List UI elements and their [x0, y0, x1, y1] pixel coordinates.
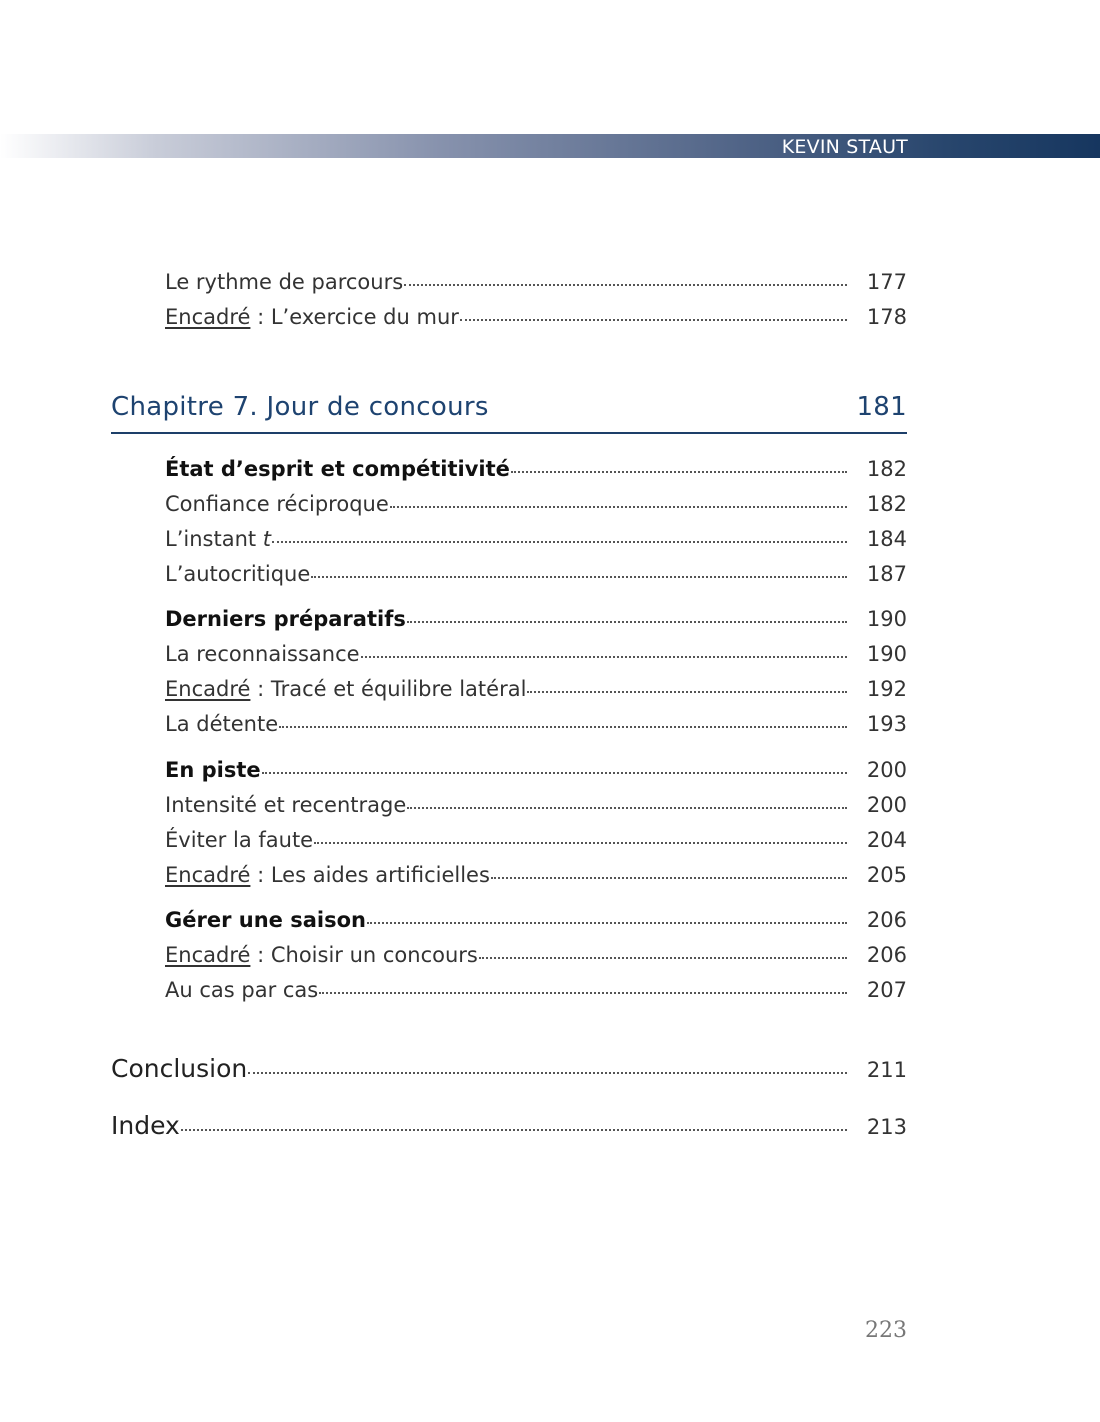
toc-section-page: 200: [866, 758, 907, 782]
toc-entry-title: Index: [111, 1111, 180, 1140]
encadre-label: Encadré: [165, 305, 251, 329]
toc-entry[interactable]: [165, 863, 907, 893]
toc-entry-title: [165, 677, 526, 701]
toc-entry-page: 184: [866, 527, 907, 551]
dot-leader: [262, 772, 847, 774]
dot-leader: [181, 1129, 847, 1131]
dot-leader: [407, 621, 847, 623]
toc-entry-title: [165, 305, 459, 329]
dot-leader: [311, 576, 847, 578]
toc-section-title: Derniers préparatifs: [165, 607, 406, 631]
running-header-author: KEVIN STAUT: [781, 136, 908, 158]
running-header-band: [0, 134, 1100, 158]
toc-entry[interactable]: [165, 943, 907, 973]
toc-entry-text: L’instant: [165, 527, 263, 551]
toc-entry-title: Confiance réciproque: [165, 492, 389, 516]
toc-section-title: État d’esprit et compétitivité: [165, 457, 510, 481]
toc-section[interactable]: [165, 758, 907, 788]
dot-leader: [367, 922, 847, 924]
toc-entry-title: Éviter la faute: [165, 828, 314, 852]
dot-leader: [511, 471, 847, 473]
toc-entry[interactable]: [165, 270, 907, 300]
toc-section[interactable]: [165, 457, 907, 487]
toc-entry-title: [165, 863, 490, 887]
dot-leader: [248, 1072, 847, 1074]
toc-section-page: 182: [866, 457, 907, 481]
toc-entry-title: [165, 527, 271, 551]
toc-entry[interactable]: [165, 562, 907, 592]
toc-entry-page: 190: [866, 642, 907, 666]
dot-leader: [390, 506, 847, 508]
toc-entry-page: 211: [866, 1058, 907, 1082]
toc-entry-title: L’autocritique: [165, 562, 311, 586]
toc-entry[interactable]: [165, 492, 907, 522]
toc-entry[interactable]: [165, 677, 907, 707]
toc-entry-title: [165, 943, 478, 967]
chapter-title: Chapitre 7. Jour de concours: [111, 392, 489, 422]
toc-entry-text: : Choisir un concours: [250, 943, 478, 967]
toc-entry-conclusion[interactable]: [111, 1054, 907, 1088]
toc-entry-title: Intensité et recentrage: [165, 793, 407, 817]
dot-leader: [407, 807, 847, 809]
chapter-page: 181: [856, 392, 907, 422]
toc-entry-page: 187: [866, 562, 907, 586]
toc-entry[interactable]: [165, 828, 907, 858]
toc-entry-page: 178: [866, 305, 907, 329]
toc-entry-page: 193: [866, 712, 907, 736]
toc-section[interactable]: [165, 908, 907, 938]
toc-entry-text: : Tracé et équilibre latéral: [250, 677, 527, 701]
toc-entry-page: 207: [866, 978, 907, 1002]
toc-entry-page: 177: [866, 270, 907, 294]
dot-leader: [491, 877, 847, 879]
toc-entry-text: : Les aides artificielles: [250, 863, 490, 887]
toc-section-page: 190: [866, 607, 907, 631]
dot-leader: [404, 284, 847, 286]
toc-entry-title: La reconnaissance: [165, 642, 360, 666]
encadre-label: Encadré: [165, 943, 251, 967]
dot-leader: [314, 842, 847, 844]
toc-entry[interactable]: [165, 527, 907, 557]
toc-entry-page: 206: [866, 943, 907, 967]
toc-section-page: 206: [866, 908, 907, 932]
toc-entry[interactable]: [165, 978, 907, 1008]
toc-entry-italic: t: [262, 527, 272, 551]
page-number: 223: [865, 1318, 907, 1343]
toc-section[interactable]: [165, 607, 907, 637]
dot-leader: [361, 656, 847, 658]
toc-section-title: En piste: [165, 758, 261, 782]
toc-section-title: Gérer une saison: [165, 908, 366, 932]
toc-entry-page: 205: [866, 863, 907, 887]
dot-leader: [319, 992, 847, 994]
dot-leader: [479, 957, 847, 959]
toc-entry-page: 182: [866, 492, 907, 516]
toc-entry-title: La détente: [165, 712, 279, 736]
encadre-label: Encadré: [165, 677, 251, 701]
toc-entry-title: Au cas par cas: [165, 978, 319, 1002]
encadre-label: Encadré: [165, 863, 251, 887]
dot-leader: [527, 691, 847, 693]
toc-entry-page: 192: [866, 677, 907, 701]
toc-entry-title: Conclusion: [111, 1054, 248, 1083]
dot-leader: [460, 319, 847, 321]
toc-entry-page: 213: [866, 1115, 907, 1139]
toc-entry-page: 204: [866, 828, 907, 852]
toc-entry[interactable]: [165, 305, 907, 335]
toc-entry-text: : L’exercice du mur: [250, 305, 459, 329]
dot-leader: [272, 541, 847, 543]
toc-entry-page: 200: [866, 793, 907, 817]
toc-entry[interactable]: [165, 642, 907, 672]
toc-entry-title: Le rythme de parcours: [165, 270, 404, 294]
toc-entry[interactable]: [165, 712, 907, 742]
dot-leader: [279, 726, 847, 728]
chapter-heading[interactable]: [111, 392, 907, 434]
toc-entry-index[interactable]: [111, 1111, 907, 1145]
toc-entry[interactable]: [165, 793, 907, 823]
